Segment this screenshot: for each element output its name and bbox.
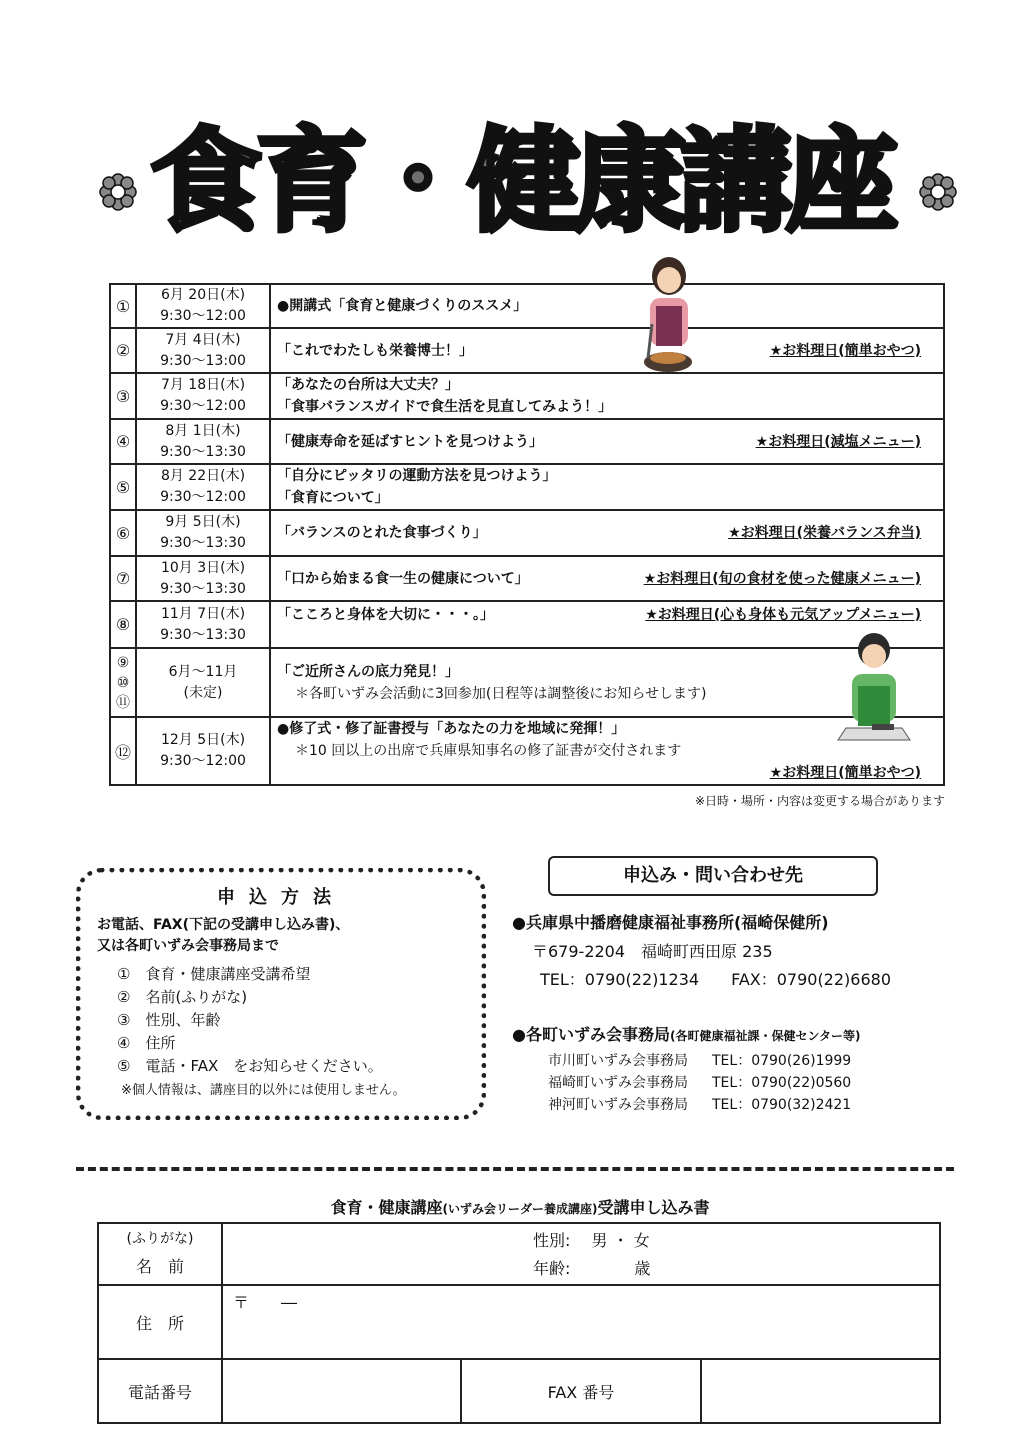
- session-number: ⑤: [110, 464, 136, 510]
- table-row: [110, 717, 944, 785]
- table-row: [110, 510, 944, 556]
- cooking-day: ★お料理日(旬の食材を使った健康メニュー): [643, 570, 921, 587]
- session-date: 7月 18日(木): [160, 377, 246, 393]
- session-date: 10月 3日(木): [160, 559, 246, 576]
- session-date: 12月 5日(木): [160, 732, 246, 748]
- flower-icon: [918, 172, 958, 212]
- office-name: 福崎町いずみ会事務局: [548, 1075, 688, 1091]
- list-item: ⑤ 電話・FAX をお知らせください。: [117, 1057, 383, 1075]
- cooking-day: ★お料理日(心も身体も元気アップメニュー): [645, 607, 921, 623]
- cooking-day: ★お料理日(栄養バランス弁当): [728, 525, 921, 541]
- address-label: 住 所: [98, 1285, 222, 1359]
- table-row: [110, 648, 944, 717]
- session-time: 9:30～13:30: [160, 626, 246, 643]
- page-title: 食育・健康講座: [150, 117, 892, 247]
- table-row: [110, 373, 944, 419]
- session-number: ④: [110, 419, 136, 464]
- session-date: 11月 7日(木): [160, 605, 246, 622]
- apply-intro-line: 又は各町いずみ会事務局まで: [97, 938, 279, 954]
- session-date: 8月 22日(木): [160, 468, 246, 484]
- office-row: [548, 1072, 851, 1094]
- session-topic: 「健康寿命を延ばすヒントを見つけよう」: [277, 433, 543, 450]
- list-item: ④ 住所: [117, 1034, 176, 1052]
- org-hyogo: ●兵庫県中播磨健康福祉事務所(福崎保健所): [512, 913, 829, 932]
- session-topic: 「これでわたしも栄養博士！」: [277, 342, 473, 359]
- woman-cooking-illustration: [638, 254, 700, 378]
- session-topic: 「食事バランスガイドで食生活を見直してみよう！」: [277, 399, 613, 415]
- session-time: 9:30～12:00: [160, 489, 246, 505]
- session-time: 9:30～12:00: [160, 308, 246, 324]
- form-title-main: 食育・健康講座: [330, 1198, 443, 1217]
- fax-field[interactable]: [701, 1359, 940, 1423]
- form-title-sub: (いずみ会リーダー養成講座): [442, 1202, 598, 1216]
- list-item: ① 食育・健康講座受講希望: [117, 965, 311, 983]
- table-row: [110, 601, 944, 648]
- disclaimer: ※日時・場所・内容は変更する場合があります: [694, 794, 945, 808]
- cooking-day: ★お料理日(簡単おやつ): [769, 765, 921, 781]
- session-time: 9:30～13:30: [160, 580, 246, 597]
- session-topic: 「口から始まる食一生の健康について」: [277, 570, 529, 587]
- form-title: [100, 1195, 940, 1218]
- name-label: 名 前: [135, 1257, 184, 1276]
- session-time: 9:30～12:00: [160, 398, 246, 414]
- session-topic: 「食育について」: [277, 490, 389, 506]
- address-field[interactable]: 〒 ―: [233, 1293, 298, 1312]
- session-time: (未定): [183, 684, 223, 701]
- phone-field[interactable]: [222, 1359, 461, 1423]
- schedule-table: [109, 283, 945, 786]
- session-number: ⑥: [110, 510, 136, 556]
- table-row: [110, 464, 944, 510]
- session-time: 9:30～12:00: [160, 753, 246, 769]
- apply-intro-line: お電話、FAX(下記の受講申し込み書)、: [97, 917, 350, 933]
- office-tel: TEL：0790(32)2421: [712, 1097, 852, 1113]
- session-date: 6月～11月: [168, 663, 238, 680]
- table-row: [110, 556, 944, 601]
- session-date: 6月 20日(木): [160, 287, 246, 303]
- gender-field[interactable]: 性別: 男 ・ 女: [533, 1231, 650, 1250]
- org-address: 〒679-2204 福崎町西田原 235: [532, 942, 773, 961]
- org-tel-fax: TEL：0790(22)1234 FAX：0790(22)6680: [540, 970, 892, 989]
- cooking-day: ★お料理日(簡単おやつ): [769, 342, 921, 359]
- office-row: [548, 1094, 851, 1116]
- application-method-box: [76, 868, 486, 1120]
- session-topic: ●開講式「食育と健康づくりのススメ」: [277, 298, 528, 314]
- session-number: ②: [110, 328, 136, 373]
- age-field[interactable]: 年齢: 歳: [533, 1259, 651, 1278]
- contact-heading: 申込み・問い合わせ先: [548, 856, 878, 896]
- session-time: 9:30～13:30: [160, 443, 246, 460]
- table-row: [98, 1223, 940, 1285]
- session-time: 9:30～13:30: [160, 535, 246, 551]
- privacy-note: ※個人情報は、講座目的以外には使用しません。: [121, 1083, 406, 1098]
- session-number: ⑧: [110, 601, 136, 648]
- session-date: 7月 4日(木): [165, 331, 241, 348]
- table-row: [110, 284, 944, 328]
- list-item: ③ 性別、年齢: [117, 1011, 221, 1029]
- session-topic: 「ご近所さんの底力発見！」: [277, 663, 459, 680]
- session-time: 9:30～13:00: [160, 352, 246, 369]
- table-row: [110, 328, 944, 373]
- apply-title: 申込方法: [217, 887, 345, 908]
- furigana-label: (ふりがな): [126, 1231, 194, 1247]
- session-number: ⑫: [110, 717, 136, 785]
- session-note: ＊10 回以上の出席で兵庫県知事名の修了証書が交付されます: [295, 743, 682, 759]
- session-note: ＊各町いずみ会活動に3回参加(日程等は調整後にお知らせします): [295, 685, 707, 702]
- org-izumikai-sub: (各町健康福祉課・保健センター等): [669, 1029, 861, 1043]
- phone-label: 電話番号: [98, 1359, 222, 1423]
- session-number: ①: [110, 284, 136, 328]
- session-topic: 「あなたの台所は大丈夫？」: [277, 377, 459, 393]
- session-topic: ●修了式・修了証書授与「あなたの力を地域に発揮！」: [277, 721, 626, 737]
- session-number: ⑦: [110, 556, 136, 601]
- office-tel: TEL：0790(22)0560: [712, 1075, 852, 1091]
- name-field[interactable]: [222, 1223, 940, 1285]
- office-name: 神河町いずみ会事務局: [548, 1097, 688, 1113]
- session-date: 9月 5日(木): [165, 514, 241, 530]
- office-name: 市川町いずみ会事務局: [548, 1053, 688, 1069]
- flower-icon: [98, 172, 138, 212]
- office-tel: TEL：0790(26)1999: [712, 1053, 852, 1069]
- apply-list: [117, 963, 477, 1078]
- session-topic: 「こころと身体を大切に・・・。」: [277, 607, 494, 623]
- application-form: [97, 1222, 941, 1424]
- session-number: ③: [110, 373, 136, 419]
- table-row: [110, 419, 944, 464]
- table-row: [98, 1359, 940, 1423]
- list-item: ② 名前(ふりがな): [117, 988, 248, 1006]
- cooking-day: ★お料理日(減塩メニュー): [755, 433, 921, 450]
- office-row: [548, 1050, 851, 1072]
- org-izumikai: ●各町いずみ会事務局: [512, 1025, 670, 1044]
- man-cooking-illustration: [832, 628, 916, 752]
- session-date: 8月 1日(木): [165, 422, 241, 439]
- cut-line: [76, 1167, 954, 1171]
- session-topic: 「自分にピッタリの運動方法を見つけよう」: [277, 468, 557, 484]
- session-topic: 「バランスのとれた食事づくり」: [277, 525, 487, 541]
- form-title-end: 受講申し込み書: [597, 1198, 710, 1217]
- table-row: [98, 1285, 940, 1359]
- session-number: ⑨⑩⑪: [116, 654, 130, 711]
- fax-label: FAX 番号: [461, 1359, 700, 1423]
